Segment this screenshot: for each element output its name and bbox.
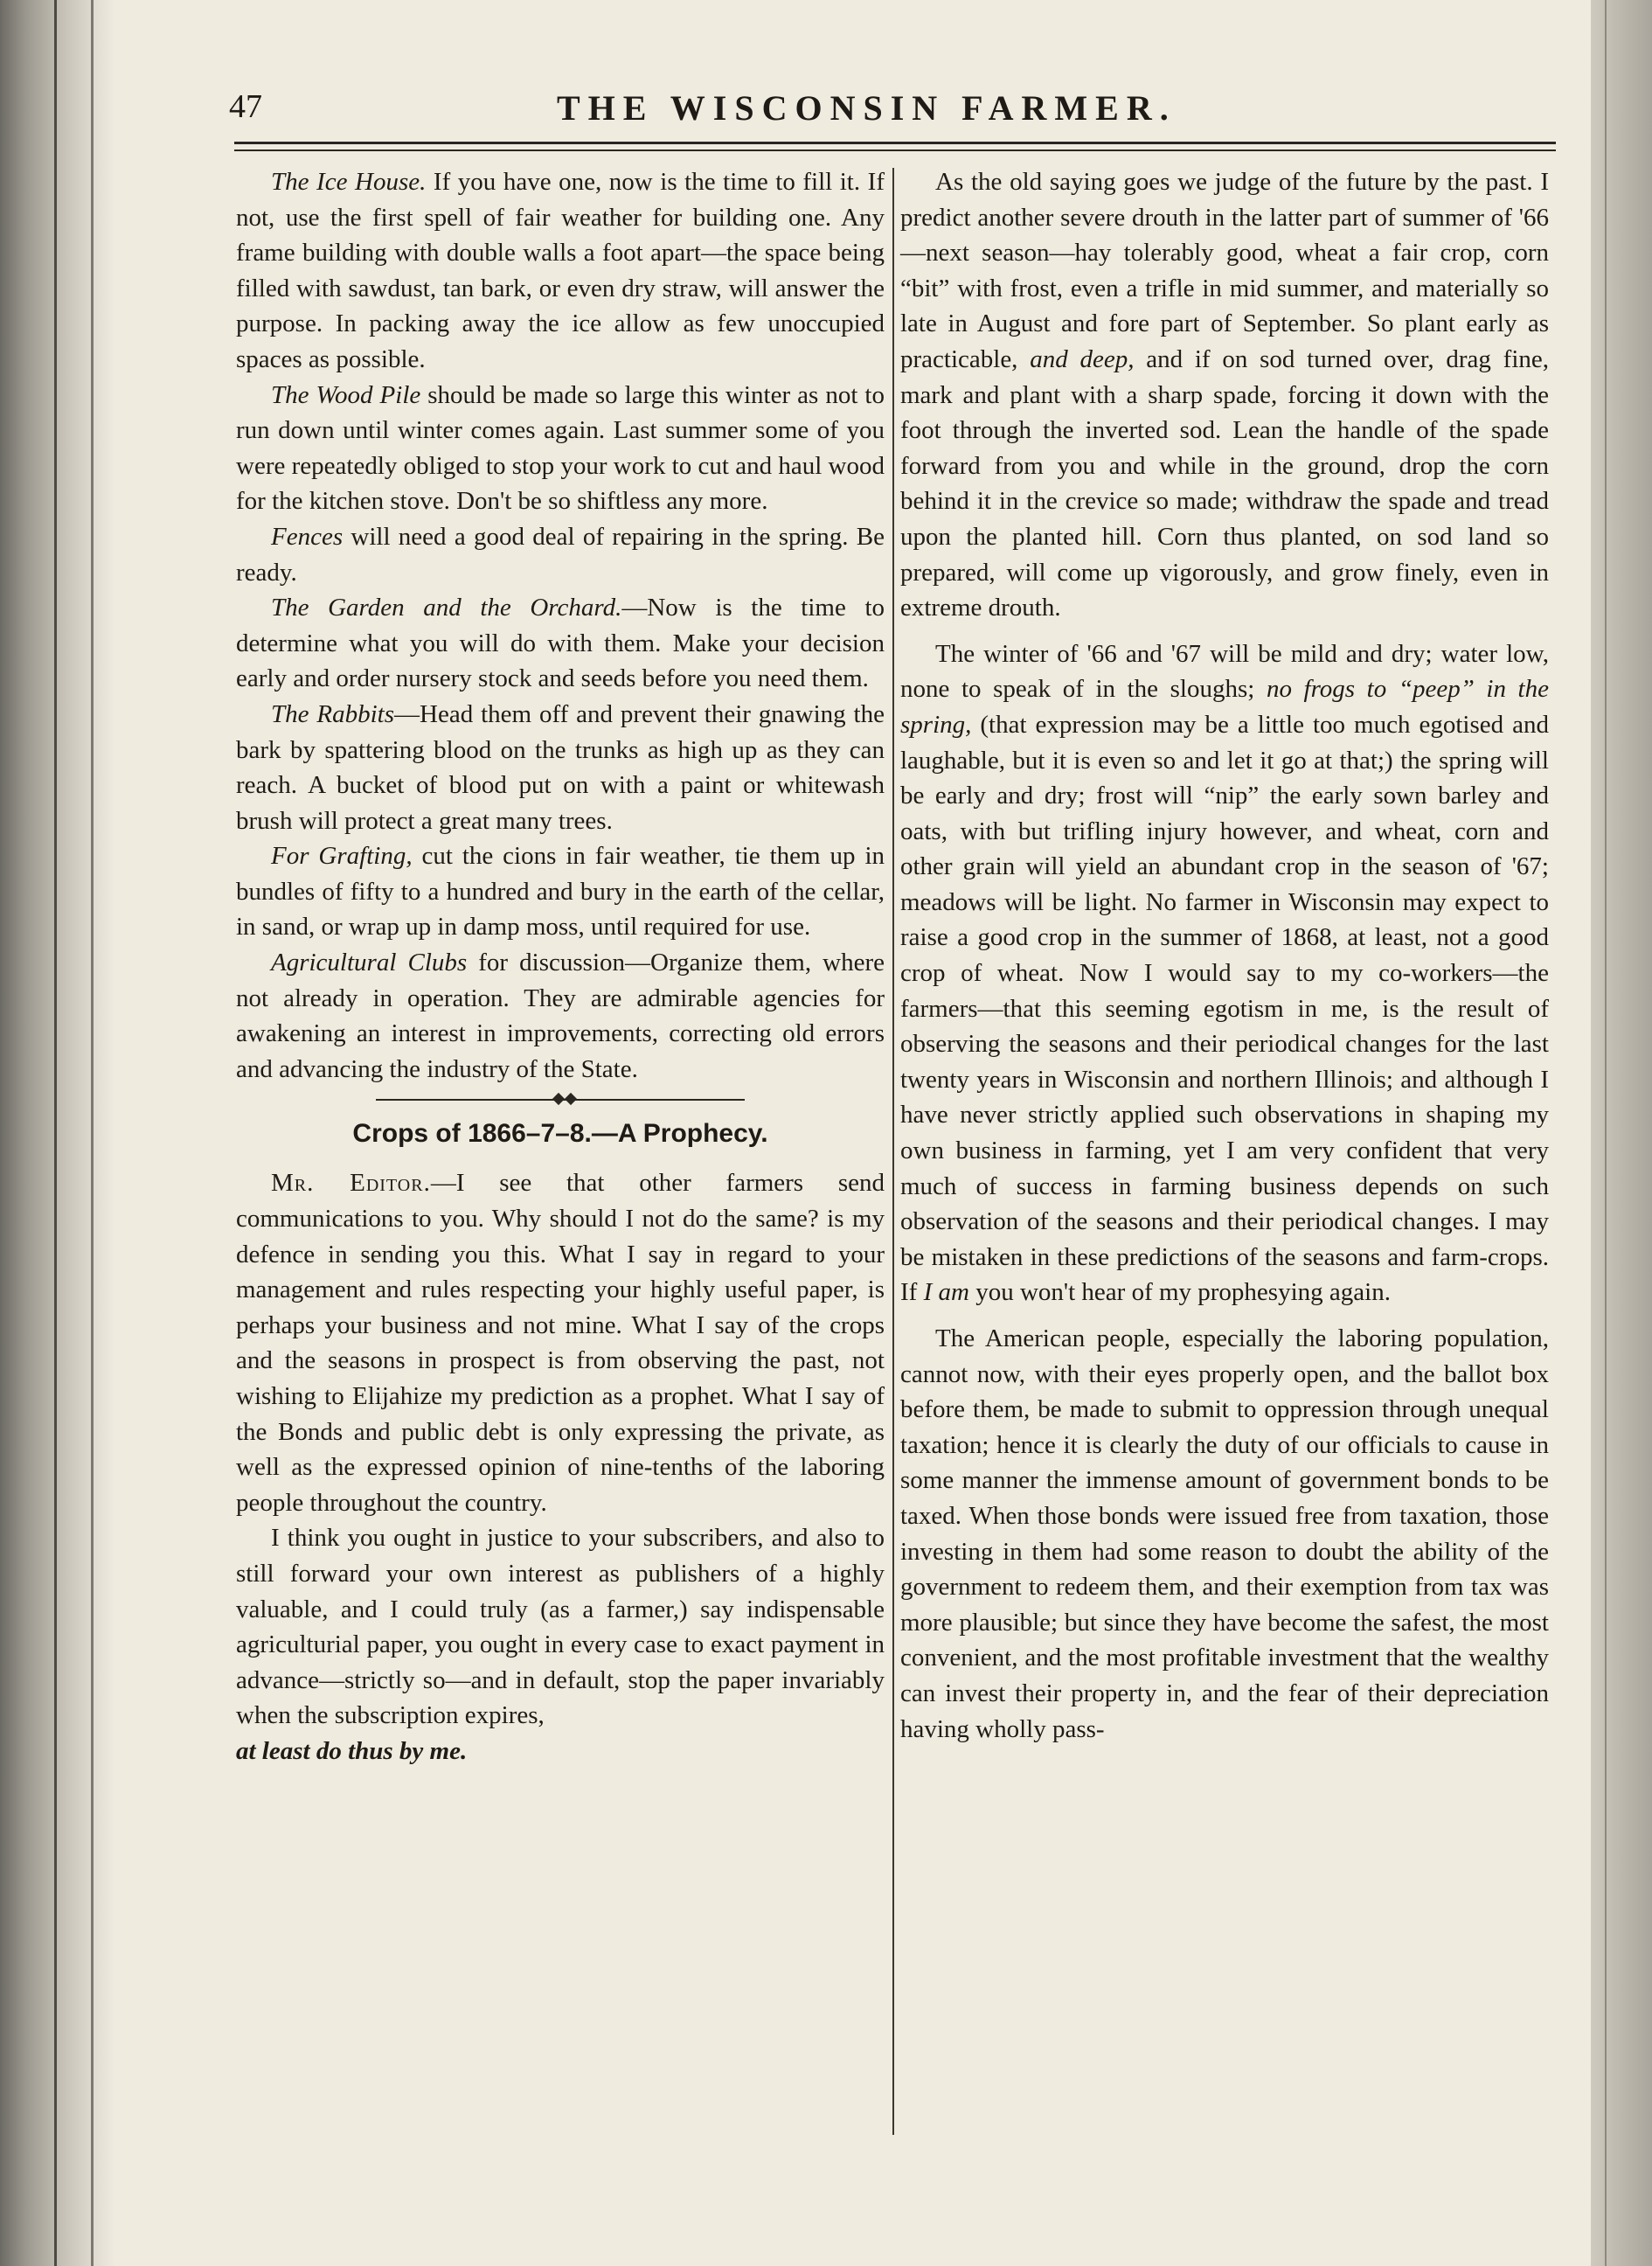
paragraph-text: —I see that other farmers send communications to you. Why should I not do the same? is my defence in sending you this. What I say in regard to your management and rules respecting your highly useful paper, is perhaps your business and not mine. What I say of the crops and the seasons in prospect is from observing the past, not wishing to Elijahize my prediction as a prophet. What I say of the Bonds and public debt is only expressing the private, as well as the expressed opinion of nine-tenths of the laboring people throughout the country. [236, 1169, 885, 1517]
paragraph-text: should be made so large this winter as not to run down until winter comes again. Last summer some of you were repeatedly obliged to stop your work to cut and haul wood for the kitchen stove. Don't be so shiftless any more. [236, 380, 885, 516]
book-binding-gutter [0, 0, 114, 2266]
italic-phrase: no frogs to “peep” in the spring, [900, 675, 1549, 739]
paragraph-grafting [236, 838, 885, 945]
page-header [229, 87, 1558, 131]
paragraph-drouth-prediction [900, 164, 1549, 626]
running-title: THE WISCONSIN FARMER. [557, 88, 1177, 128]
separator-ornament [552, 1093, 565, 1105]
article-heading: Crops of 1866–7–8.—A Prophecy. [352, 1119, 768, 1149]
salutation: Mr. Editor. [271, 1169, 431, 1198]
paragraph-text: cut the cions in fair weather, tie them up in bundles of fifty to a hundred and bury in the earth of the cellar, in sand, or wrap up in damp moss, until required for use. [236, 842, 885, 942]
paragraph-lead: Agricultural Clubs [271, 949, 468, 977]
paragraph-text: The American people, especially the laboring population, cannot now, with their eyes properly open, and the ballot box before them, be made to submit to oppression through unequal taxation; hence it is clearly the duty of our officials to cause in some manner the immense amount of government bonds to be taxed. When those bonds were issued free from taxation, those investing in them had some reason to doubt the ability of the government to redeem them, and their exemption from tax was more plausible; but since they have become the safest, the most convenient, and the most profitable investment that the wealthy can invest their property in, and the fear of their depreciation having wholly pass- [900, 1324, 1549, 1743]
paragraph-rabbits [236, 697, 885, 838]
paragraph-ice-house [236, 164, 885, 378]
left-column [236, 164, 885, 1769]
header-rule [234, 149, 1556, 151]
right-column [900, 164, 1549, 1747]
paragraph-agricultural-clubs [236, 945, 885, 1087]
paragraph-text: for discussion—Organize them, where not already in operation. They are admirable agencies for awakening an interest in improvements, correcting old errors and advancing the industry of the State. [236, 949, 885, 1083]
paragraph-text: If you have one, now is the time to fill it. If not, use the first spell of fair weather for building one. Any frame building with double walls a foot apart—the space being filled with sawdust, tan bark, or even dry straw, will answer the purpose. In packing away the ice allow as few unoccupied spaces as possible. [236, 168, 885, 373]
paragraph-text: —Now is the time to determine what you will do with them. Make your decision early and order nursery stock and seeds before you need them. [236, 594, 885, 693]
paragraph-text: I think you ought in justice to your subscribers, and also to still forward your own interest as publishers of a highly valuable, and I could truly (as a farmer,) say indispensable agriculturial paper, you ought in every case to exact payment in advance—strictly so—and in default, stop the paper invariably when the subscription expires, [236, 1524, 885, 1730]
paragraph-lead: The Rabbits [271, 699, 395, 728]
paragraph-text: As the old saying goes we judge of the future by the past. I predict another severe drouth in the latter part of summer of '66—next season—hay tolerably good, wheat a fair crop, corn “bit” with frost, even a trifle in mid summer, and materially so late in August and fore part of September. So plant early as practicable, [900, 168, 1549, 373]
header-rule [234, 142, 1556, 144]
paragraph-text: will need a good deal of repairing in the spring. Be ready. [236, 522, 885, 587]
paragraph-text: —Head them off and prevent their gnawing the bark by spattering blood on the trunks as high up as they can reach. A bucket of blood put on with a paint or whitewash brush will protect a great many trees. [236, 699, 885, 835]
paragraph-garden-orchard [236, 590, 885, 697]
section-separator [236, 1094, 885, 1106]
page-edge [1591, 0, 1652, 2266]
paragraph-text: The winter of '66 and '67 will be mild and dry; water low, none to speak of in the sloughs; [900, 639, 1549, 704]
paragraph-text: (that expression may be a little too much egotised and laughable, but it is even so and let it go at that;) the spring will be early and dry; frost will “nip” the early sown barley and oats, with but trifling injury however, and wheat, corn and other grain will yield an abundant crop in the season of '67; meadows will be light. No farmer in Wisconsin may expect to raise a good crop in the summer of 1868, at least, not a good crop of wheat. Now I would say to my co-workers—the farmers—that this seeming egotism in me, is the result of observing the seasons and their periodical changes for the last twenty years in Wisconsin and northern Illinois; and although I have never strictly applied such observations in shaping my own business in farming, yet I am very confident that very much of success in farming business depends on such observation of the seasons and their periodical changes. I may be mistaken in these predictions of the seasons and farm-crops. If [900, 710, 1549, 1307]
paragraph-wood-pile [236, 378, 885, 519]
paragraph-text: you won't hear of my prophesying again. [968, 1278, 1391, 1307]
italic-phrase: I am [923, 1278, 969, 1307]
italic-phrase: and deep, [1030, 344, 1135, 373]
gutter-line [91, 0, 94, 2266]
column-divider [892, 168, 894, 2135]
page-edge-line [1605, 0, 1607, 2266]
paragraph-lead: Fences [271, 522, 344, 551]
paragraph-subscription [236, 1520, 885, 1769]
separator-ornament [565, 1093, 577, 1105]
paragraph-lead: For Grafting, [271, 842, 413, 871]
paragraph-text: and if on sod turned over, drag fine, mark and plant with a sharp spade, forcing it down with the foot through the inverted sod. Lean the handle of the spade forward from you and while in the ground, drop the corn behind it in the crevice so made; withdraw the spade and tread upon the planted hill. Corn thus planted, on sod land so prepared, will come up vigorously, and grow finely, even in extreme drouth. [900, 344, 1549, 622]
gutter-line [54, 0, 57, 2266]
closing-line: at least do thus by me. [236, 1736, 468, 1765]
paragraph-fences [236, 519, 885, 590]
paragraph-lead: The Ice House. [271, 168, 427, 196]
paragraph-winter-prediction [900, 636, 1549, 1310]
paragraph-letter-opening [236, 1165, 885, 1520]
paragraph-lead: The Wood Pile [271, 380, 421, 409]
page-number: 47 [229, 88, 262, 125]
paragraph-lead: The Garden and the Orchard. [271, 594, 622, 622]
paragraph-bonds-taxation [900, 1321, 1549, 1747]
